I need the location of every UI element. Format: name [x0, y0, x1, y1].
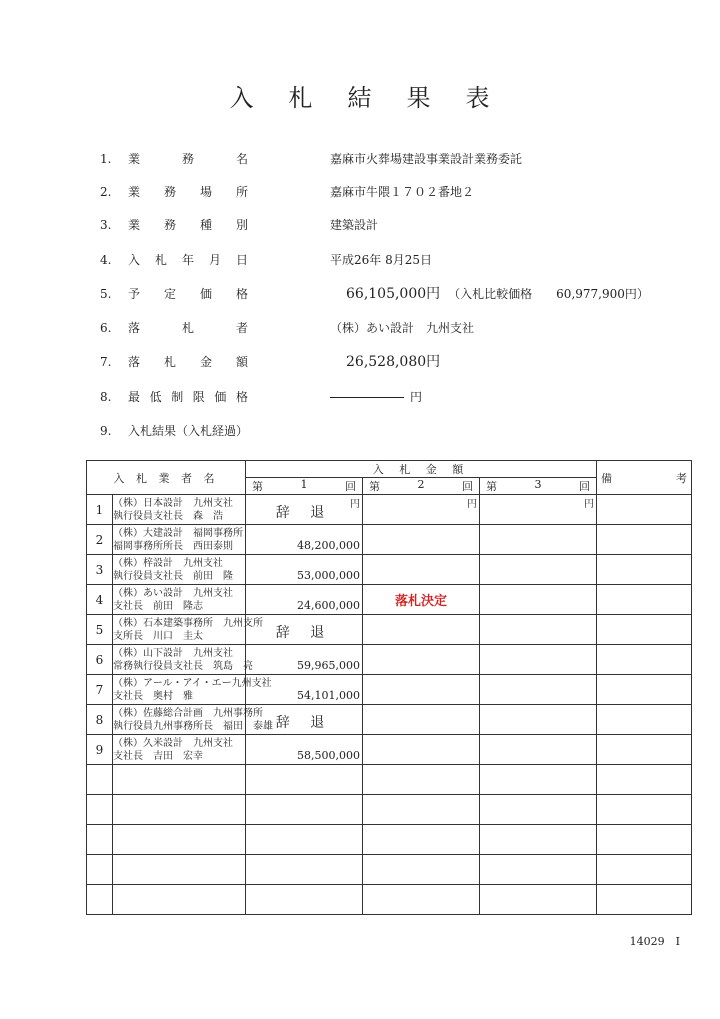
empty-cell — [113, 855, 246, 885]
amount-value: 53,000,000 — [297, 569, 360, 582]
bidder-name — [113, 555, 246, 585]
item-value — [330, 182, 474, 202]
remarks-cell — [597, 615, 692, 645]
item-label — [128, 352, 248, 372]
bidder-name — [113, 495, 246, 525]
empty-row — [87, 825, 692, 855]
item-label-char: 予 — [128, 287, 141, 301]
round-3-amount — [480, 555, 597, 585]
item-label-char: 制 — [171, 390, 184, 404]
round-char: 回 — [345, 480, 356, 493]
item-row — [0, 182, 720, 202]
title-char: 札 — [288, 84, 314, 112]
item-row — [0, 149, 720, 169]
item-number: 8. — [100, 390, 112, 404]
amount-value: 54,101,000 — [297, 689, 360, 702]
empty-row — [87, 795, 692, 825]
amount-value: 24,600,000 — [297, 599, 360, 612]
bidder-name — [113, 615, 263, 645]
round-1-amount — [246, 615, 363, 645]
item-number: 6. — [100, 321, 112, 335]
declined-label: 辞 退 — [275, 715, 333, 731]
item-label-char: 入 — [128, 253, 141, 267]
item-label-char: 札 — [154, 253, 167, 267]
item-label — [128, 250, 248, 270]
round-char: 第 — [369, 480, 380, 493]
row-index: 3 — [87, 555, 113, 585]
page-footer-code: 14029 Ⅰ — [629, 935, 680, 948]
empty-cell — [480, 885, 597, 915]
round-1-amount — [246, 555, 363, 585]
round-char: 第 — [486, 480, 497, 493]
bidder-firm: （株）石本建築事務所 九州支所 — [113, 617, 263, 629]
table-row — [87, 645, 692, 675]
award-decision-label: 落札決定 — [394, 594, 447, 609]
empty-row — [87, 855, 692, 885]
row-index: 8 — [87, 705, 113, 735]
item-label-char: 限 — [192, 390, 205, 404]
round-1-amount — [246, 735, 363, 765]
round-3-amount — [480, 495, 597, 525]
bidder-firm: （株）アール・アイ・エー九州支社 — [113, 677, 272, 689]
bidder-name — [113, 525, 246, 555]
remarks-cell — [597, 585, 692, 615]
bidder-firm: （株）日本設計 九州支社 — [113, 497, 233, 509]
item-label-char: 業 — [128, 185, 141, 199]
remarks-cell — [597, 645, 692, 675]
empty-cell — [480, 855, 597, 885]
item-number: 9. — [100, 424, 112, 438]
round-2-amount — [363, 495, 480, 525]
round-label — [480, 478, 596, 494]
bidder-representative: 支社長 吉田 宏幸 — [113, 750, 203, 762]
round-3-amount — [480, 705, 597, 735]
item-value — [346, 284, 649, 304]
item-row — [0, 250, 720, 270]
bidder-name — [113, 735, 246, 765]
row-index: 1 — [87, 495, 113, 525]
empty-cell — [363, 795, 480, 825]
item-label-char: 場 — [199, 185, 212, 199]
empty-cell — [597, 855, 692, 885]
item-label: 入札結果（入札経過） — [128, 424, 249, 438]
yen-unit: 円 — [350, 499, 360, 510]
item-label — [128, 149, 248, 169]
empty-cell — [87, 765, 113, 795]
empty-cell — [113, 885, 246, 915]
item-row — [0, 318, 720, 338]
round-3-amount — [480, 645, 597, 675]
value-text: 嘉麻市牛隈１７０２番地２ — [330, 185, 475, 199]
bidder-firm: （株）あい設計 九州支社 — [113, 587, 233, 599]
item-label — [128, 318, 248, 338]
round-char: 回 — [579, 480, 590, 493]
header-round-1 — [246, 478, 363, 495]
bidder-representative: 執行役員支社長 前田 隆 — [113, 570, 233, 582]
item-label-char: 月 — [208, 253, 221, 267]
table-row — [87, 495, 692, 525]
remarks-label — [597, 470, 691, 486]
empty-cell — [597, 795, 692, 825]
title-char: 表 — [465, 84, 491, 112]
item-value — [330, 387, 422, 407]
item-label-char: 札 — [163, 355, 176, 369]
remarks-cell — [597, 735, 692, 765]
item-label — [128, 387, 248, 407]
empty-cell — [113, 795, 246, 825]
item-label-char: 札 — [181, 321, 194, 335]
remarks-char: 備 — [601, 471, 612, 485]
round-2-amount — [363, 675, 480, 705]
item-label-char: 種 — [199, 218, 212, 232]
empty-cell — [363, 885, 480, 915]
item-number: 2. — [100, 185, 112, 199]
bidder-firm: （株）大建設計 福岡事務所 — [113, 527, 243, 539]
header-bid-amount: 入 札 金 額 — [246, 461, 597, 478]
empty-cell — [597, 885, 692, 915]
round-1-amount — [246, 525, 363, 555]
empty-cell — [597, 825, 692, 855]
round-1-amount — [246, 585, 363, 615]
item-label-char: 価 — [214, 390, 227, 404]
bidder-firm: （株）梓設計 九州支社 — [113, 557, 223, 569]
item-number: 3. — [100, 218, 112, 232]
empty-cell — [113, 765, 246, 795]
row-index: 7 — [87, 675, 113, 705]
item-label-char: 名 — [235, 152, 248, 166]
table-header-row — [87, 461, 692, 478]
round-3-amount — [480, 615, 597, 645]
bidder-firm: （株）山下設計 九州支社 — [113, 647, 233, 659]
item-row — [0, 352, 720, 372]
empty-cell — [480, 765, 597, 795]
row-index: 9 — [87, 735, 113, 765]
item-label-char: 年 — [181, 253, 194, 267]
round-2-amount — [363, 735, 480, 765]
item-label-char: 格 — [235, 287, 248, 301]
value-text: 平成26年 8月25日 — [330, 253, 432, 267]
round-label — [363, 478, 479, 494]
declined-label: 辞 退 — [275, 625, 333, 641]
item-label-char: 日 — [235, 253, 248, 267]
item-row — [0, 284, 720, 304]
bidder-representative: 常務執行役員支社長 筑島 亮 — [113, 660, 253, 672]
item-label — [128, 182, 248, 202]
remarks-char: 考 — [676, 471, 687, 485]
yen-unit: 円 — [584, 499, 594, 510]
empty-cell — [597, 765, 692, 795]
value-text: 66,105,000円 — [346, 286, 441, 302]
item-value — [330, 250, 432, 270]
item-label-char: 業 — [128, 218, 141, 232]
header-round-3 — [480, 478, 597, 495]
bidder-representative: 執行役員支社長 森 浩 — [113, 510, 223, 522]
table-row — [87, 525, 692, 555]
item-label-char: 格 — [235, 390, 248, 404]
value-text: 建築設計 — [330, 218, 379, 232]
remarks-cell — [597, 705, 692, 735]
item-label-char: 者 — [235, 321, 248, 335]
bidder-representative: 執行役員九州事務所長 福田 泰雄 — [113, 720, 273, 732]
round-1-amount — [246, 705, 363, 735]
empty-cell — [87, 855, 113, 885]
round-3-amount — [480, 675, 597, 705]
bidder-representative: 福岡事務所所長 西田泰則 — [113, 540, 233, 552]
item-label-char: 別 — [235, 218, 248, 232]
round-char: 3 — [534, 478, 542, 491]
table-row — [87, 675, 692, 705]
round-1-amount — [246, 645, 363, 675]
empty-cell — [363, 825, 480, 855]
item-number: 7. — [100, 355, 112, 369]
item-label-char: 最 — [128, 390, 141, 404]
item-value — [330, 215, 378, 235]
bidder-representative: 支社長 奥村 雅 — [113, 690, 193, 702]
item-label — [128, 284, 248, 304]
item-number: 5. — [100, 287, 112, 301]
empty-cell — [113, 825, 246, 855]
item-label-char: 低 — [149, 390, 162, 404]
round-2-amount — [363, 615, 480, 645]
bidder-name — [113, 705, 273, 735]
title-char: 入 — [229, 84, 255, 112]
value-text: 26,528,080円 — [346, 354, 441, 370]
blank-line — [330, 397, 404, 398]
round-2-amount — [363, 585, 480, 615]
item-number: 4. — [100, 253, 112, 267]
item-row — [0, 421, 720, 441]
empty-cell — [246, 825, 363, 855]
round-3-amount — [480, 585, 597, 615]
row-index: 6 — [87, 645, 113, 675]
empty-cell — [363, 765, 480, 795]
yen-unit: 円 — [410, 390, 423, 404]
round-2-amount — [363, 555, 480, 585]
table-row — [87, 585, 692, 615]
item-label-char: 務 — [163, 185, 176, 199]
title-char: 結 — [347, 84, 373, 112]
item-label-char: 業 — [128, 152, 141, 166]
empty-cell — [246, 795, 363, 825]
item-label-char: 務 — [181, 152, 194, 166]
document-title — [0, 78, 720, 113]
amount-value: 58,500,000 — [297, 749, 360, 762]
item-label-char: 価 — [199, 287, 212, 301]
item-row — [0, 215, 720, 235]
bidder-representative: 支所長 川口 圭太 — [113, 630, 203, 642]
empty-cell — [246, 765, 363, 795]
remarks-cell — [597, 675, 692, 705]
item-value — [330, 149, 522, 169]
remarks-cell — [597, 555, 692, 585]
amount-value: 48,200,000 — [297, 539, 360, 552]
round-label — [246, 478, 362, 494]
round-char: 2 — [417, 478, 425, 491]
round-2-amount — [363, 705, 480, 735]
remarks-cell — [597, 525, 692, 555]
table-row — [87, 705, 692, 735]
empty-cell — [246, 855, 363, 885]
bidder-name — [113, 585, 246, 615]
round-char: 第 — [252, 480, 263, 493]
empty-cell — [246, 885, 363, 915]
value-text: 嘉麻市火葬場建設事業設計業務委託 — [330, 152, 523, 166]
amount-value: 59,965,000 — [297, 659, 360, 672]
bidder-name — [113, 645, 253, 675]
empty-cell — [87, 795, 113, 825]
item-row — [0, 387, 720, 407]
item-label-char: 金 — [199, 355, 212, 369]
item-label-char: 額 — [235, 355, 248, 369]
bidder-representative: 支社長 前田 隆志 — [113, 600, 203, 612]
item-value — [346, 352, 440, 372]
bidder-firm: （株）久米設計 九州支社 — [113, 737, 233, 749]
empty-cell — [87, 885, 113, 915]
round-3-amount — [480, 525, 597, 555]
empty-cell — [363, 855, 480, 885]
row-index: 2 — [87, 525, 113, 555]
bidder-firm: （株）佐藤総合計画 九州事務所 — [113, 707, 263, 719]
item-note: （入札比較価格 60,977,900円） — [448, 287, 649, 301]
item-label-char: 落 — [128, 321, 141, 335]
item-number: 1. — [100, 152, 112, 166]
declined-label: 辞 退 — [275, 505, 333, 521]
round-3-amount — [480, 735, 597, 765]
title-char: 果 — [406, 84, 432, 112]
round-1-amount — [246, 675, 363, 705]
item-label-char: 所 — [235, 185, 248, 199]
header-remarks — [597, 461, 692, 495]
bidder-name — [113, 675, 272, 705]
row-index: 5 — [87, 615, 113, 645]
item-value — [330, 318, 474, 338]
round-2-amount — [363, 645, 480, 675]
bid-result-table — [86, 460, 692, 915]
item-label-char: 定 — [163, 287, 176, 301]
round-1-amount — [246, 495, 363, 525]
empty-row — [87, 885, 692, 915]
round-char: 1 — [300, 478, 308, 491]
empty-row — [87, 765, 692, 795]
row-index: 4 — [87, 585, 113, 615]
table-row — [87, 615, 692, 645]
item-label — [128, 215, 248, 235]
header-round-2 — [363, 478, 480, 495]
table-row — [87, 735, 692, 765]
empty-cell — [87, 825, 113, 855]
remarks-cell — [597, 495, 692, 525]
round-char: 回 — [462, 480, 473, 493]
value-text: （株）あい設計 九州支社 — [330, 321, 475, 335]
round-2-amount — [363, 525, 480, 555]
table-row — [87, 555, 692, 585]
empty-cell — [480, 825, 597, 855]
item-label-char: 落 — [128, 355, 141, 369]
item-label-char: 務 — [163, 218, 176, 232]
header-bidder-name: 入 札 業 者 名 — [87, 461, 246, 495]
yen-unit: 円 — [467, 499, 477, 510]
empty-cell — [480, 795, 597, 825]
